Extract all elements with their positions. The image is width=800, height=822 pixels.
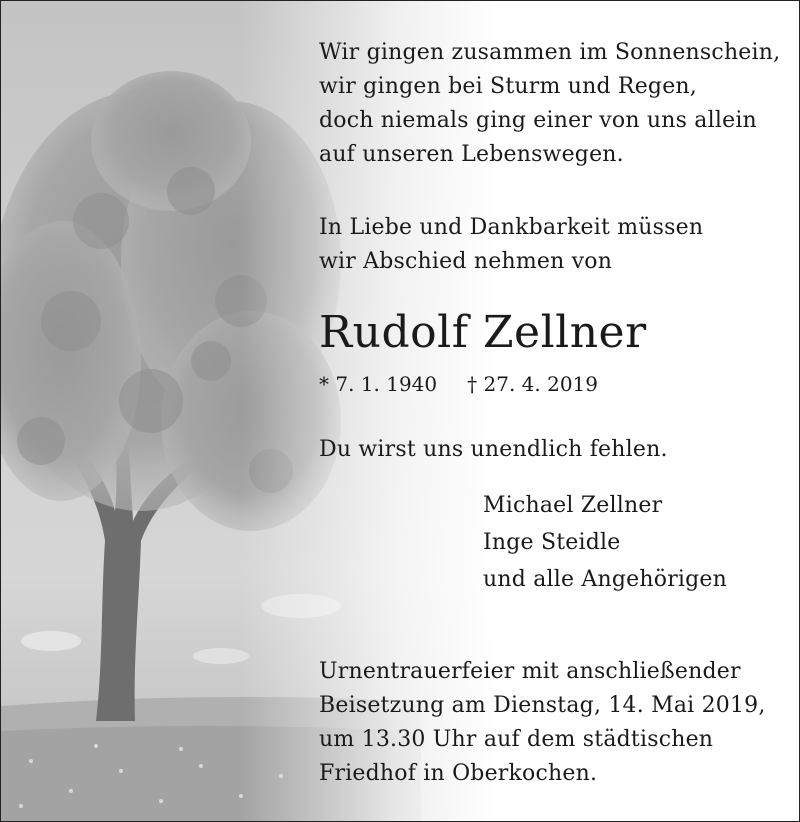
- signer-name: und alle Angehörigen: [483, 567, 728, 592]
- signers: [483, 493, 727, 604]
- intro-line: wir Abschied nehmen von: [319, 249, 613, 274]
- life-dates: [319, 371, 598, 397]
- farewell-line: Du wirst uns unendlich fehlen.: [319, 437, 668, 462]
- funeral-line: um 13.30 Uhr auf dem städtischen: [319, 727, 714, 752]
- death-date: † 27. 4. 2019: [467, 372, 598, 396]
- signer-name: Inge Steidle: [483, 530, 621, 555]
- funeral-line: Beisetzung am Dienstag, 14. Mai 2019,: [319, 693, 766, 718]
- poem-line: Wir gingen zusammen im Sonnenschein,: [319, 40, 781, 65]
- poem-line: auf unseren Lebenswegen.: [319, 142, 624, 167]
- signer-name: Michael Zellner: [483, 493, 663, 518]
- funeral-line: Friedhof in Oberkochen.: [319, 761, 598, 786]
- intro-line: In Liebe und Dankbarkeit müssen: [319, 215, 704, 240]
- birth-date: * 7. 1. 1940: [319, 372, 438, 396]
- deceased-name: Rudolf Zellner: [319, 307, 647, 358]
- poem-line: wir gingen bei Sturm und Regen,: [319, 74, 697, 99]
- poem-line: doch niemals ging einer von uns allein: [319, 108, 757, 133]
- funeral-line: Urnentrauerfeier mit anschließender: [319, 659, 741, 684]
